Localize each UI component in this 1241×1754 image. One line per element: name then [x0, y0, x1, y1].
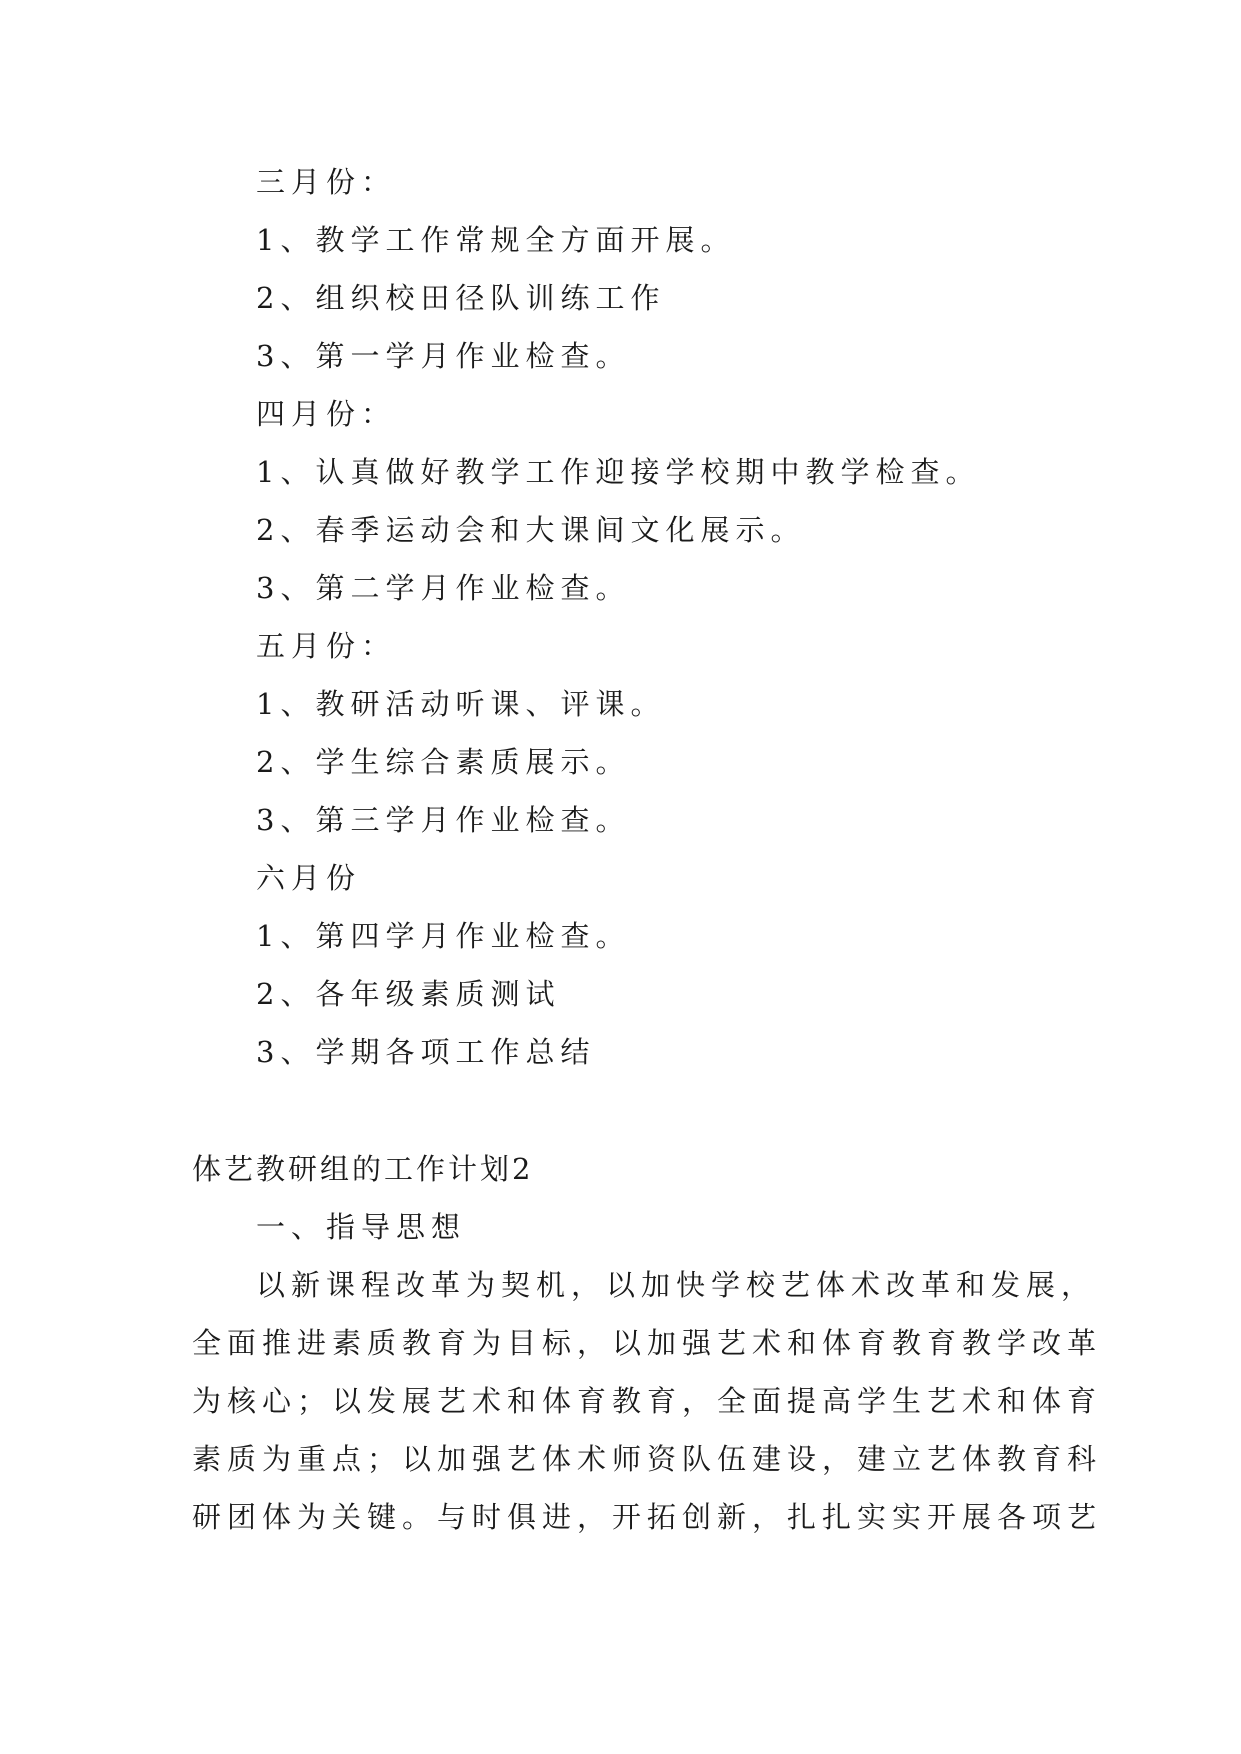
- april-item-2: 2、春季运动会和大课间文化展示。: [256, 513, 806, 547]
- march-item-2: 2、组织校田径队训练工作: [256, 281, 666, 315]
- april-item-3: 3、第二学月作业检查。: [256, 571, 631, 605]
- may-item-1: 1、教研活动听课、评课。: [256, 687, 666, 721]
- paragraph-line: 以新课程改革为契机，以加快学校艺体术改革和发展，: [256, 1268, 1097, 1302]
- june-heading: 六月份: [256, 861, 362, 895]
- paragraph-line: 为核心；以发展艺术和体育教育，全面提高学生艺术和体育: [192, 1384, 1103, 1418]
- may-item-3: 3、第三学月作业检查。: [256, 803, 631, 837]
- march-heading: 三月份：: [256, 165, 397, 199]
- march-item-3: 3、第一学月作业检查。: [256, 339, 631, 373]
- plan2-title: 体艺教研组的工作计划2: [192, 1152, 534, 1186]
- april-heading: 四月份：: [256, 397, 397, 431]
- paragraph-line: 研团体为关键。与时俱进，开拓创新，扎扎实实开展各项艺: [192, 1500, 1103, 1534]
- paragraph-line: 素质为重点；以加强艺体术师资队伍建设，建立艺体教育科: [192, 1442, 1103, 1476]
- april-item-1: 1、认真做好教学工作迎接学校期中教学检查。: [256, 455, 981, 489]
- may-item-2: 2、学生综合素质展示。: [256, 745, 631, 779]
- may-heading: 五月份：: [256, 629, 397, 663]
- guiding-ideology-heading: 一、指导思想: [256, 1210, 467, 1244]
- june-item-3: 3、学期各项工作总结: [256, 1035, 596, 1069]
- march-item-1: 1、教学工作常规全方面开展。: [256, 223, 736, 257]
- june-item-2: 2、各年级素质测试: [256, 977, 561, 1011]
- june-item-1: 1、第四学月作业检查。: [256, 919, 631, 953]
- paragraph-line: 全面推进素质教育为目标，以加强艺术和体育教育教学改革: [192, 1326, 1103, 1360]
